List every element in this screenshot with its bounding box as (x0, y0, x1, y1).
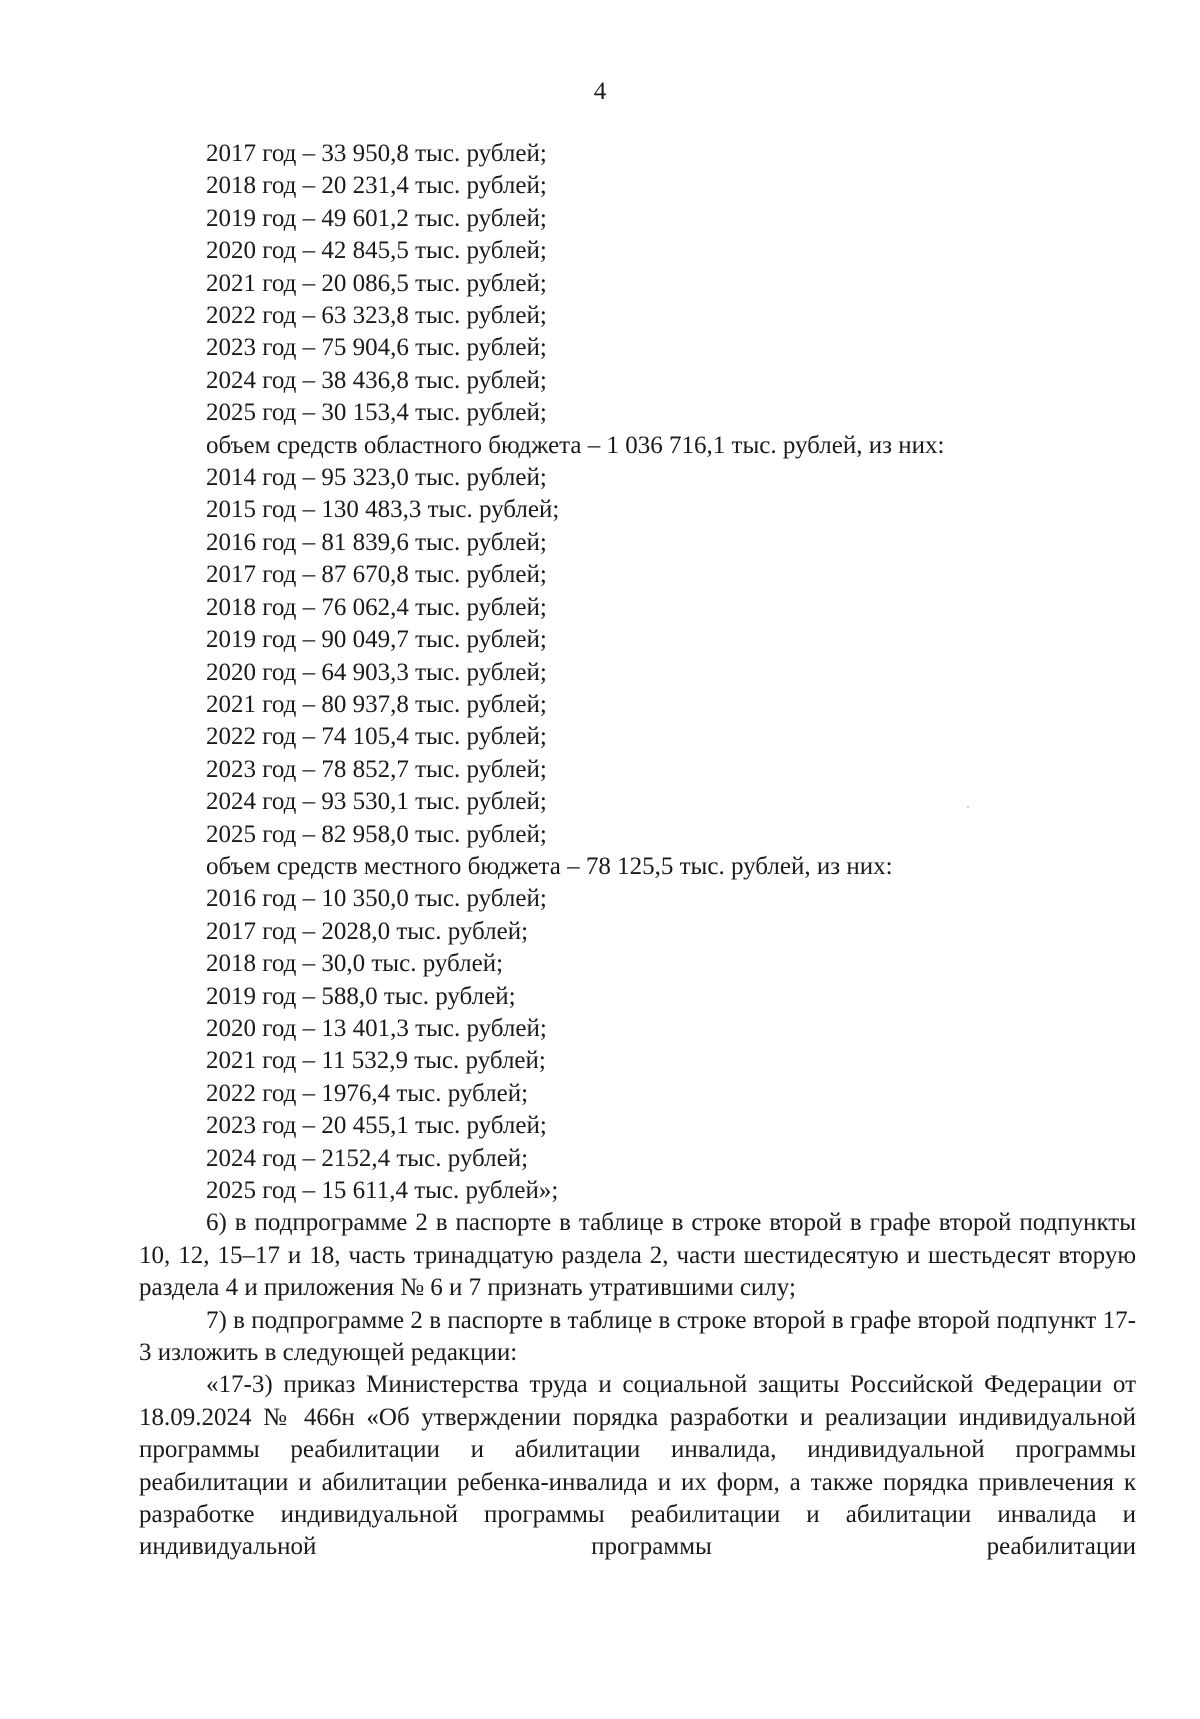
regional-year-2020: 2020 год – 64 903,3 тыс. рублей; (206, 658, 547, 686)
federal-year-2025: 2025 год – 30 153,4 тыс. рублей; (206, 399, 547, 427)
regional-year-2025: 2025 год – 82 958,0 тыс. рублей; (206, 820, 547, 848)
regional-year-2015: 2015 год – 130 483,3 тыс. рублей; (206, 496, 560, 524)
local-budget-heading: объем средств местного бюджета – 78 125,5 тыс. рублей, из них: (206, 852, 893, 880)
regional-year-2024: 2024 год – 93 530,1 тыс. рублей; (206, 788, 547, 816)
federal-year-2017: 2017 год – 33 950,8 тыс. рублей; (206, 140, 547, 167)
regional-budget-section (139, 430, 1136, 851)
regional-budget-heading: объем средств областного бюджета – 1 036 716,1 тыс. рублей, из них: (206, 431, 945, 459)
federal-year-2021: 2021 год – 20 086,5 тыс. рублей; (206, 269, 547, 297)
local-year-2024: 2024 год – 2152,4 тыс. рублей; (206, 1144, 529, 1172)
federal-year-2024: 2024 год – 38 436,8 тыс. рублей; (206, 366, 547, 394)
scan-speck (967, 806, 969, 808)
local-year-2020: 2020 год – 13 401,3 тыс. рублей; (206, 1014, 547, 1042)
regional-year-2017: 2017 год – 87 670,8 тыс. рублей; (206, 561, 547, 589)
local-year-2022: 2022 год – 1976,4 тыс. рублей; (206, 1079, 529, 1107)
local-year-2017: 2017 год – 2028,0 тыс. рублей; (206, 917, 529, 945)
federal-budget-years (139, 138, 1136, 430)
regional-year-2014: 2014 год – 95 323,0 тыс. рублей; (206, 464, 547, 492)
local-year-2019: 2019 год – 588,0 тыс. рублей; (206, 982, 516, 1010)
federal-year-2019: 2019 год – 49 601,2 тыс. рублей; (206, 204, 547, 232)
federal-year-2020: 2020 год – 42 845,5 тыс. рублей; (206, 237, 547, 265)
regional-year-2018: 2018 год – 76 062,4 тыс. рублей; (206, 593, 547, 621)
local-year-2021: 2021 год – 11 532,9 тыс. рублей; (206, 1047, 546, 1075)
page-number: 4 (593, 78, 607, 105)
local-year-2018: 2018 год – 30,0 тыс. рублей; (206, 950, 504, 978)
item-7-paragraph: 7) в подпрограмме 2 в паспорте в таблице в строке второй в графе второй подпункт 17-3 изложить в следующей редакции: (139, 1306, 1136, 1367)
regional-year-2021: 2021 год – 80 937,8 тыс. рублей; (206, 690, 547, 718)
item-6-paragraph: 6) в подпрограмме 2 в паспорте в таблице в строке второй в графе второй подпункты 10, 12, 15–17 и 18, часть тринадцатую раздела 2, части шестидесятую и шестьдесят вторую раздела 4 и приложения № 6 и 7 признать утратившими силу; (139, 1209, 1136, 1302)
regional-year-2023: 2023 год – 78 852,7 тыс. рублей; (206, 755, 547, 783)
document-body (139, 138, 1136, 1564)
local-budget-section (139, 851, 1136, 1207)
regional-year-2016: 2016 год – 81 839,6 тыс. рублей; (206, 528, 547, 556)
local-year-2025: 2025 год – 15 611,4 тыс. рублей»; (206, 1177, 559, 1204)
federal-year-2018: 2018 год – 20 231,4 тыс. рублей; (206, 172, 547, 200)
federal-year-2022: 2022 год – 63 323,8 тыс. рублей; (206, 302, 547, 330)
federal-year-2023: 2023 год – 75 904,6 тыс. рублей; (206, 334, 547, 362)
regional-year-2022: 2022 год – 74 105,4 тыс. рублей; (206, 723, 547, 751)
local-year-2016: 2016 год – 10 350,0 тыс. рублей; (206, 885, 547, 913)
local-year-2023: 2023 год – 20 455,1 тыс. рублей; (206, 1112, 547, 1140)
item-17-3-paragraph: «17-3) приказ Министерства труда и социальной защиты Российской Федерации от 18.09.2024 № 466н «Об утверждении порядка разработки и реализации индивидуальной программы реабилитации и абилитации инвалида, индивидуальной программы реабилитации и абилитации ребенка-инвалида и их форм, а также порядка привлечения к разработке индивидуальной программы реабилитации и абилитации инвалида и индивидуальной программы реабилитации (139, 1371, 1136, 1561)
regional-year-2019: 2019 год – 90 049,7 тыс. рублей; (206, 626, 547, 654)
